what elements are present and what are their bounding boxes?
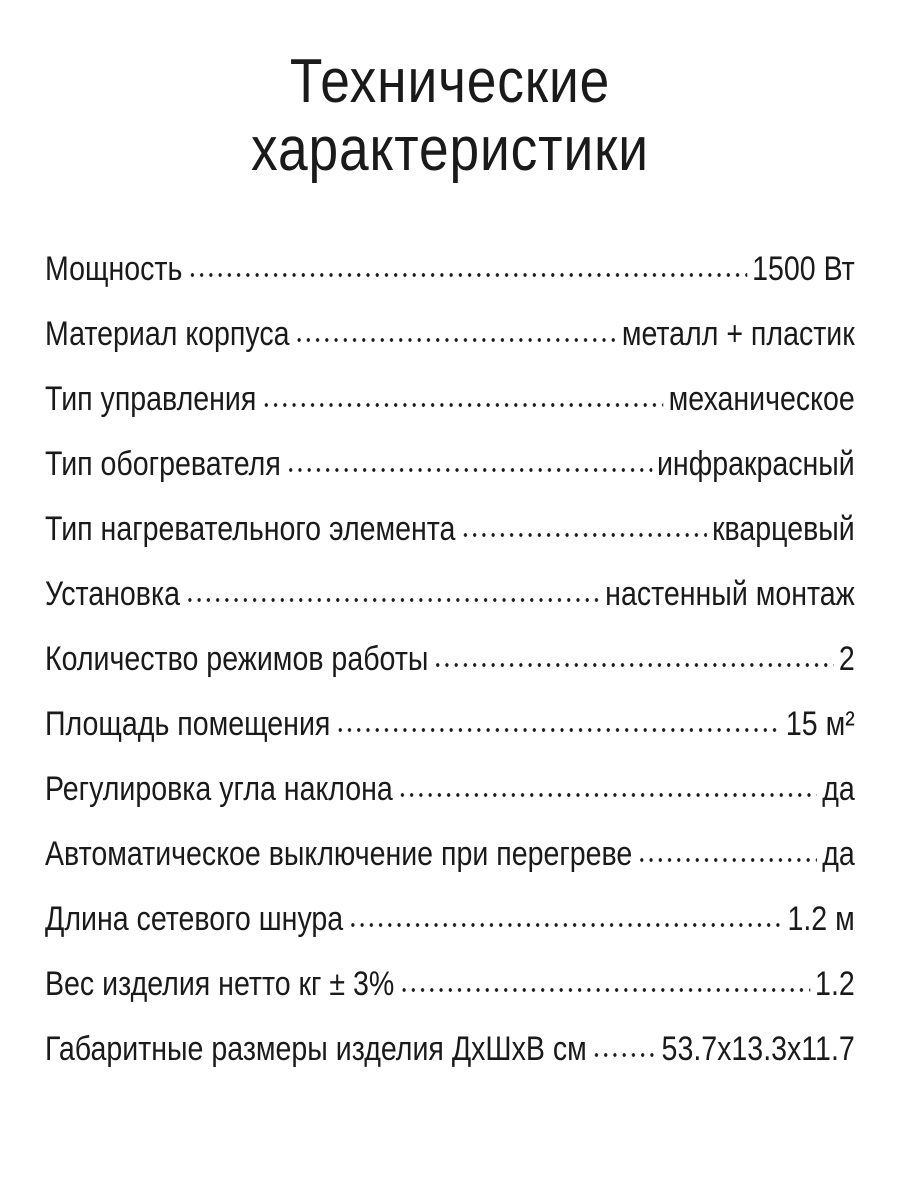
spec-label: Габаритные размеры изделия ДхШхВ см: [45, 1029, 587, 1068]
spec-row-net-weight: [45, 951, 855, 1016]
spec-label: Вес изделия нетто кг ± 3%: [45, 964, 395, 1003]
spec-label: Количество режимов работы: [45, 639, 429, 678]
spec-row-power: [45, 236, 855, 301]
spec-value: кварцевый: [712, 509, 855, 548]
spec-label: Тип управления: [45, 379, 257, 418]
dot-leader: [399, 987, 810, 993]
spec-label: Тип нагревательного элемента: [45, 509, 456, 548]
dot-leader: [335, 727, 780, 733]
dot-leader: [398, 792, 817, 798]
spec-value: металл + пластик: [621, 314, 855, 353]
dot-leader: [261, 402, 663, 408]
spec-row-modes-count: [45, 626, 855, 691]
spec-row-room-area: [45, 691, 855, 756]
spec-value: 2: [838, 639, 855, 678]
spec-value: да: [822, 834, 855, 873]
spec-label: Установка: [45, 574, 180, 613]
title-line-2: характеристики: [251, 115, 649, 184]
dot-leader: [637, 857, 817, 863]
dot-leader: [348, 922, 782, 928]
spec-value: инфракрасный: [656, 444, 855, 483]
spec-row-overheat-shutoff: [45, 821, 855, 886]
spec-value: механическое: [668, 379, 855, 418]
dot-leader: [295, 337, 617, 343]
spec-row-heater-type: [45, 431, 855, 496]
spec-row-control-type: [45, 366, 855, 431]
dot-leader: [433, 662, 833, 668]
spec-value: 1500 Вт: [752, 249, 855, 288]
dot-leader: [187, 272, 747, 278]
title-line-1: Технические: [289, 47, 611, 116]
spec-row-installation: [45, 561, 855, 626]
spec-value: 1.2 м: [787, 899, 855, 938]
spec-label: Тип обогревателя: [45, 444, 281, 483]
spec-row-tilt-adjustment: [45, 756, 855, 821]
page-title: [63, 48, 837, 184]
dot-leader: [592, 1052, 657, 1058]
spec-value: настенный монтаж: [605, 574, 855, 613]
dot-leader: [460, 532, 707, 538]
spec-row-cord-length: [45, 886, 855, 951]
spec-label: Автоматическое выключение при перегреве: [45, 834, 633, 873]
spec-label: Площадь помещения: [45, 704, 331, 743]
spec-row-heating-element: [45, 496, 855, 561]
spec-value: 1.2: [815, 964, 855, 1003]
spec-label: Длина сетевого шнура: [45, 899, 344, 938]
spec-value: да: [822, 769, 855, 808]
dot-leader: [286, 467, 652, 473]
spec-label: Регулировка угла наклона: [45, 769, 393, 808]
spec-label: Мощность: [45, 249, 183, 288]
dot-leader: [185, 597, 600, 603]
spec-list: [45, 236, 855, 1081]
spec-value: 53.7x13.3x11.7: [661, 1029, 855, 1068]
spec-row-body-material: [45, 301, 855, 366]
spec-row-dimensions: [45, 1016, 855, 1081]
spec-value: 15 м²: [785, 704, 855, 743]
spec-label: Материал корпуса: [45, 314, 290, 353]
